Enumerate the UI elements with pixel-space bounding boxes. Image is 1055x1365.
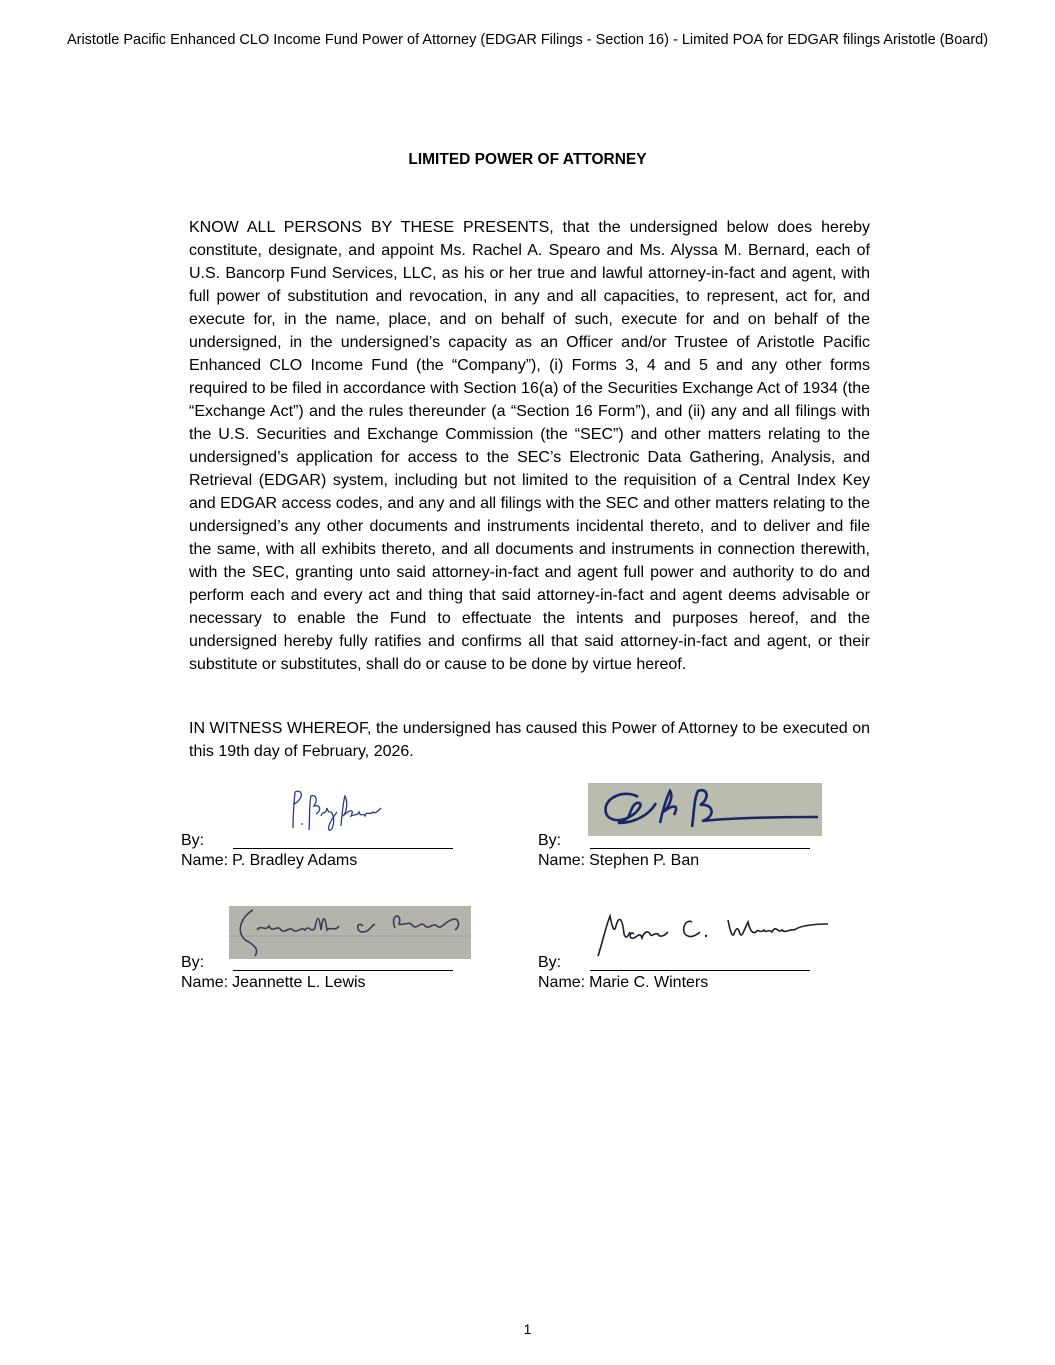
grant-paragraph: KNOW ALL PERSONS BY THESE PRESENTS, that the undersigned below does hereby constitute, designate, and appoint Ms. Rachel A. Spearo and Ms. Alyssa M. Bernard, each of U.S. Bancorp Fund Services, LLC, as his or her true and lawful attorney-in-fact and agent, with full power of substitution and revocation, in any and all capacities, to represent, act for, and execute for, in the name, place, and on behalf of such, execute for and on behalf of the undersigned, in the undersigned’s capacity as an Officer and/or Trustee of Aristotle Pacific Enhanced CLO Income Fund (the “Company”), (i) Forms 3, 4 and 5 and any other forms required to be filed in accordance with Section 16(a) of the Securities Exchange Act of 1934 (the “Exchange Act”) and the rules thereunder (a “Section 16 Form”), and (ii) any and all filings with the U.S. Securities and Exchange Commission (the “SEC”) and other matters relating to the undersigned’s application for access to the SEC’s Electronic Data Gathering, Analysis, and Retrieval (EDGAR) system, including but not limited to the requisition of a Central Index Key and EDGAR access codes, and any and all filings with the SEC and other matters relating to the undersigned’s any other documents and instruments incidental thereto, and to deliver and file the same, with all exhibits thereto, and all documents and instruments in connection therewith, with the SEC, granting unto said attorney-in-fact and agent full power and authority to do and perform each and every act and thing that said attorney-in-fact and agent deems advisable or necessary to enable the Fund to effectuate the intents and purposes hereof, and the undersigned hereby fully ratifies and confirms all that said attorney-in-fact and agent, or their substitute or substitutes, shall do or cause to be done by virtue hereof.: [189, 219, 870, 673]
page-number: 1: [523, 1321, 532, 1337]
signature-line: [233, 848, 453, 849]
name-label: Name:: [181, 852, 229, 869]
document-title: LIMITED POWER OF ATTORNEY: [408, 151, 647, 168]
name-label: Name:: [538, 852, 586, 869]
signature-line: [590, 848, 810, 849]
by-label: By:: [181, 954, 205, 971]
signer-name: P. Bradley Adams: [232, 852, 358, 869]
signer-name-line: [181, 852, 357, 870]
by-label: By:: [538, 954, 562, 971]
signature-block-lewis: [181, 912, 501, 991]
signature-block-ban: [538, 790, 858, 869]
signer-name: Marie C. Winters: [589, 974, 709, 991]
signature-lewis: [229, 906, 471, 959]
by-label: By:: [538, 832, 562, 849]
signer-name-line: [181, 974, 366, 992]
witness-paragraph: IN WITNESS WHEREOF, the undersigned has caused this Power of Attorney to be executed on this 19th day of February, 2026.: [189, 720, 870, 760]
signer-name: Jeannette L. Lewis: [232, 974, 366, 991]
signature-line: [233, 970, 453, 971]
signature-block-adams: [181, 790, 501, 869]
by-label: By:: [181, 832, 205, 849]
name-label: Name:: [538, 974, 586, 991]
signature-ban: [588, 783, 822, 836]
signature-winters: [588, 904, 838, 960]
signature-line: [590, 970, 810, 971]
signer-name-line: [538, 974, 708, 992]
signature-adams: [285, 786, 385, 836]
signer-name-line: [538, 852, 699, 870]
name-label: Name:: [181, 974, 229, 991]
signature-block-winters: [538, 912, 858, 991]
signer-name: Stephen P. Ban: [589, 852, 700, 869]
running-header: Aristotle Pacific Enhanced CLO Income Fund Power of Attorney (EDGAR Filings - Section 16) - Limited POA for EDGAR filings Aristotle (Board): [66, 32, 989, 48]
